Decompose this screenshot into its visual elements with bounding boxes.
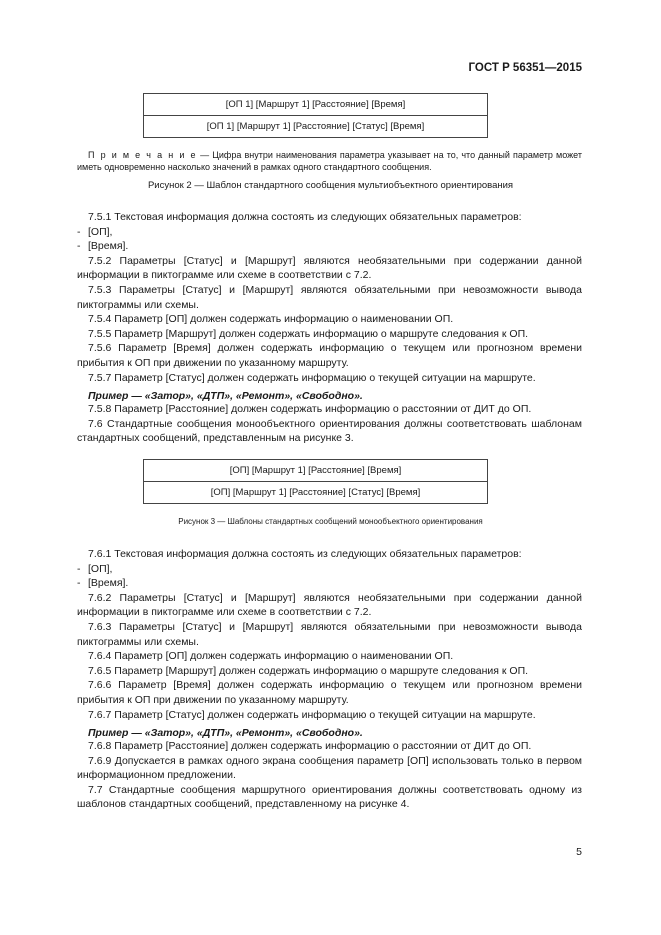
paragraph: 7.6.2 Параметры [Статус] и [Маршрут] являются необязательными при содержании данной информации в пиктограмме или схеме в соответствии с 7.2. (77, 591, 582, 619)
paragraph: 7.5.8 Параметр [Расстояние] должен содержать информацию о расстоянии от ДИТ до ОП. (88, 403, 532, 415)
template-cell: [ОП] [Маршрут 1] [Расстояние] [Время] (144, 460, 488, 482)
note-text: — Цифра внутри наименования параметра указывает на то, что данный параметр может иметь одновременно насколько значений в рамках одного стандартного сообщения. (77, 150, 582, 172)
paragraph: 7.5.6 Параметр [Время] должен содержать информацию о текущем или прогнозном времени прибытия к ОП при движении по указанному маршруту. (77, 342, 582, 369)
paragraph: 7.6.4 Параметр [ОП] должен содержать информацию о наименовании ОП. (88, 650, 454, 663)
example-text: Пример — «Затор», «ДТП», «Ремонт», «Свободно». (88, 727, 363, 740)
template-cell: [ОП] [Маршрут 1] [Расстояние] [Статус] [Время] (144, 482, 488, 504)
table-row (144, 482, 488, 504)
section-7-6-paragraphs (77, 547, 582, 746)
paragraph: 7.5.4 Параметр [ОП] должен содержать информацию о наименовании ОП. (88, 313, 454, 326)
list-item: - [ОП], (77, 562, 113, 575)
figure2-caption: Рисунок 2 — Шаблон стандартного сообщения мультиобъектного ориентирования (147, 180, 514, 191)
paragraph: 7.6.3 Параметры [Статус] и [Маршрут] являются обязательными при невозможности вывода пиктограммы или схемы. (77, 620, 582, 648)
figure3-caption: Рисунок 3 — Шаблоны стандартных сообщений монообъектного ориентирования (178, 517, 483, 526)
figure3-template-table (143, 459, 488, 504)
figure2-template-table (143, 93, 488, 138)
document-standard-header: ГОСТ Р 56351—2015 (468, 62, 582, 74)
paragraph: 7.6.8 Параметр [Расстояние] должен содержать информацию о расстоянии от ДИТ до ОП. (88, 740, 532, 752)
list-item-text: [Время]. (88, 577, 129, 590)
example-text: Пример — «Затор», «ДТП», «Ремонт», «Свободно». (88, 390, 363, 403)
list-item-text: [ОП], (88, 225, 113, 238)
table-row (144, 116, 488, 138)
paragraph: 7.6.5 Параметр [Маршрут] должен содержать информацию о маршруте следования к ОП. (88, 664, 529, 677)
list-item-text: [Время]. (88, 240, 129, 253)
table-row (144, 94, 488, 116)
paragraph: 7.6.7 Параметр [Статус] должен содержать информацию о текущей ситуации на маршруте. (88, 708, 536, 721)
paragraph: 7.6.1 Текстовая информация должна состоять из следующих обязательных параметров: (88, 548, 522, 560)
list-item: - [Время]. (77, 577, 129, 590)
table-row (144, 460, 488, 482)
page-number: 5 (576, 846, 582, 858)
paragraph: 7.6 Стандартные сообщения монообъектного ориентирования должны соответствовать шаблонам стандартных сообщений, представленным на рисунке 3. (77, 417, 582, 445)
list-item-text: [ОП], (88, 562, 113, 575)
paragraph: 7.5.5 Параметр [Маршрут] должен содержать информацию о маршруте следования к ОП. (88, 327, 529, 340)
paragraph: 7.6.9 Допускается в рамках одного экрана сообщения параметр [ОП] использовать только в первом информационном предложении. (77, 754, 582, 782)
section-7-5-8-paragraphs (77, 402, 582, 446)
template-cell: [ОП 1] [Маршрут 1] [Расстояние] [Статус] [Время] (144, 116, 488, 138)
list-item: - [ОП], (77, 225, 113, 238)
paragraph: 7.5.1 Текстовая информация должна состоять из следующих обязательных параметров: (88, 211, 522, 223)
paragraph: 7.5.2 Параметры [Статус] и [Маршрут] являются необязательными при содержании данной информации в пиктограмме или схеме в соответствии с 7.2. (77, 254, 582, 282)
paragraph: 7.6.6 Параметр [Время] должен содержать информацию о текущем или прогнозном времени прибытия к ОП при движении по указанному маршруту. (77, 679, 582, 706)
paragraph: 7.7 Стандартные сообщения маршрутного ориентирования должны соответствовать одному из шаблонов стандартных сообщений, представленному на рисунке 4. (77, 783, 582, 811)
paragraph: 7.5.7 Параметр [Статус] должен содержать информацию о текущей ситуации на маршруте. (88, 371, 536, 384)
figure2-note (77, 149, 582, 173)
paragraph: 7.5.3 Параметры [Статус] и [Маршрут] являются обязательными при невозможности вывода пиктограммы или схемы. (77, 283, 582, 311)
list-item: - [Время]. (77, 240, 129, 253)
section-7-6-8-paragraphs (77, 739, 582, 812)
section-7-5-paragraphs (77, 210, 582, 409)
template-cell: [ОП 1] [Маршрут 1] [Расстояние] [Время] (144, 94, 488, 116)
note-label: П р и м е ч а н и е (88, 150, 197, 160)
